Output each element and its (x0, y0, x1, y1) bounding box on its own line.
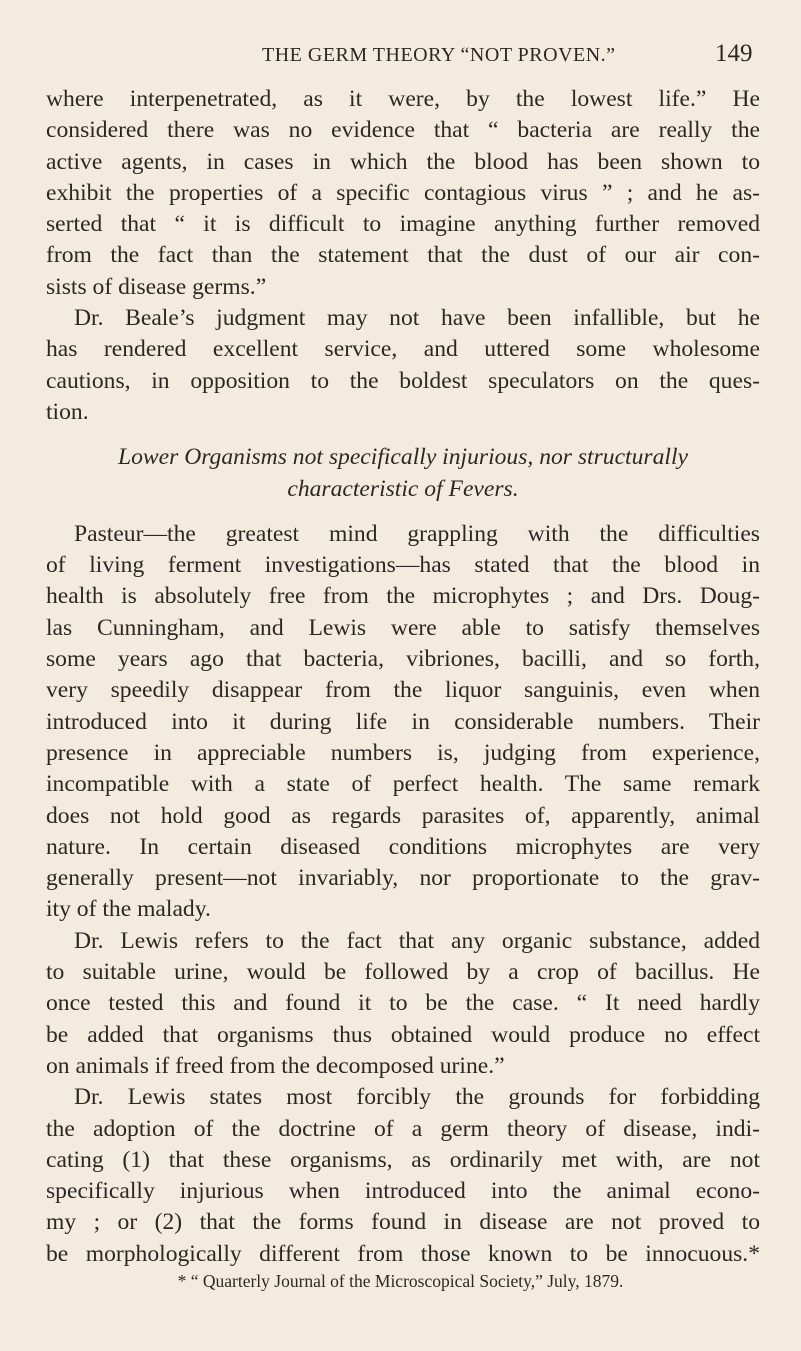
text-line: considered there was no evidence that “ bacteria are really the (46, 117, 760, 144)
text-line: of living ferment investigations—has stated that the blood in (46, 552, 760, 579)
text-line: has rendered excellent service, and uttered some wholesome (46, 336, 760, 363)
running-head (0, 38, 801, 72)
text-line: on animals if freed from the decomposed urine.” (46, 1052, 505, 1079)
text-line: my ; or (2) that the forms found in disease are not proved to (46, 1209, 760, 1236)
paragraph-4 (46, 926, 760, 1082)
text-line: health is absolutely free from the microphytes ; and Drs. Doug- (46, 583, 760, 610)
text-line: exhibit the properties of a specific contagious virus ” ; and he as- (46, 179, 760, 206)
text-line: where interpenetrated, as it were, by the lowest life.” He (46, 86, 760, 112)
text-line: ity of the malady. (46, 896, 211, 923)
paragraph-1 (46, 84, 760, 303)
footnote: * “ Quarterly Journal of the Microscopical Society,” July, 1879. (177, 1271, 624, 1291)
paragraph-3 (46, 519, 760, 926)
text-line: some years ago that bacteria, vibriones, bacilli, and so forth, (46, 646, 760, 673)
text-line: serted that “ it is difficult to imagine anything further removed (46, 211, 760, 238)
text-line: to suitable urine, would be followed by a crop of bacillus. He (46, 959, 760, 986)
page-number: 149 (715, 40, 753, 67)
body-text (46, 84, 760, 1270)
text-line: tion. (46, 398, 89, 425)
paragraph-5 (46, 1082, 760, 1270)
text-line: be added that organisms thus obtained would produce no effect (46, 1021, 760, 1048)
text-line: generally present—not invariably, nor proportionate to the grav- (46, 865, 760, 892)
heading-line: Lower Organisms not specifically injurious, nor structurally (118, 444, 688, 471)
text-line: the adoption of the doctrine of a germ theory of disease, indi- (46, 1115, 760, 1142)
running-title: THE GERM THEORY “NOT PROVEN.” (262, 44, 616, 66)
text-line: does not hold good as regards parasites of, apparently, animal (46, 802, 760, 829)
text-line: very speedily disappear from the liquor sanguinis, even when (46, 677, 760, 704)
text-line: sists of disease germs.” (46, 273, 267, 300)
text-line: active agents, in cases in which the blood has been shown to (46, 148, 760, 175)
text-line: Dr. Beale’s judgment may not have been infallible, but he (74, 305, 760, 332)
text-line: Dr. Lewis states most forcibly the grounds for forbidding (74, 1084, 760, 1111)
text-line: from the fact than the statement that the dust of our air con- (46, 242, 760, 269)
text-line: once tested this and found it to be the case. “ It need hardly (46, 990, 760, 1017)
section-heading (46, 442, 760, 505)
text-line: presence in appreciable numbers is, judging from experience, (46, 739, 760, 766)
text-line: Pasteur—the greatest mind grappling with the difficulties (74, 520, 760, 547)
paragraph-2 (46, 303, 760, 428)
text-line: las Cunningham, and Lewis were able to satisfy themselves (46, 614, 760, 641)
text-line: incompatible with a state of perfect health. The same remark (46, 771, 760, 798)
text-line: introduced into it during life in considerable numbers. Their (46, 708, 760, 735)
text-line: cating (1) that these organisms, as ordinarily met with, are not (46, 1146, 760, 1173)
text-line: specifically injurious when introduced into the animal econo- (46, 1178, 760, 1205)
text-line: nature. In certain diseased conditions microphytes are very (46, 833, 760, 860)
text-line: cautions, in opposition to the boldest speculators on the ques- (46, 367, 760, 394)
heading-line: characteristic of Fevers. (287, 475, 519, 502)
text-line: be morphologically different from those known to be innocuous.* (46, 1240, 760, 1267)
text-line: Dr. Lewis refers to the fact that any organic substance, added (74, 927, 760, 954)
